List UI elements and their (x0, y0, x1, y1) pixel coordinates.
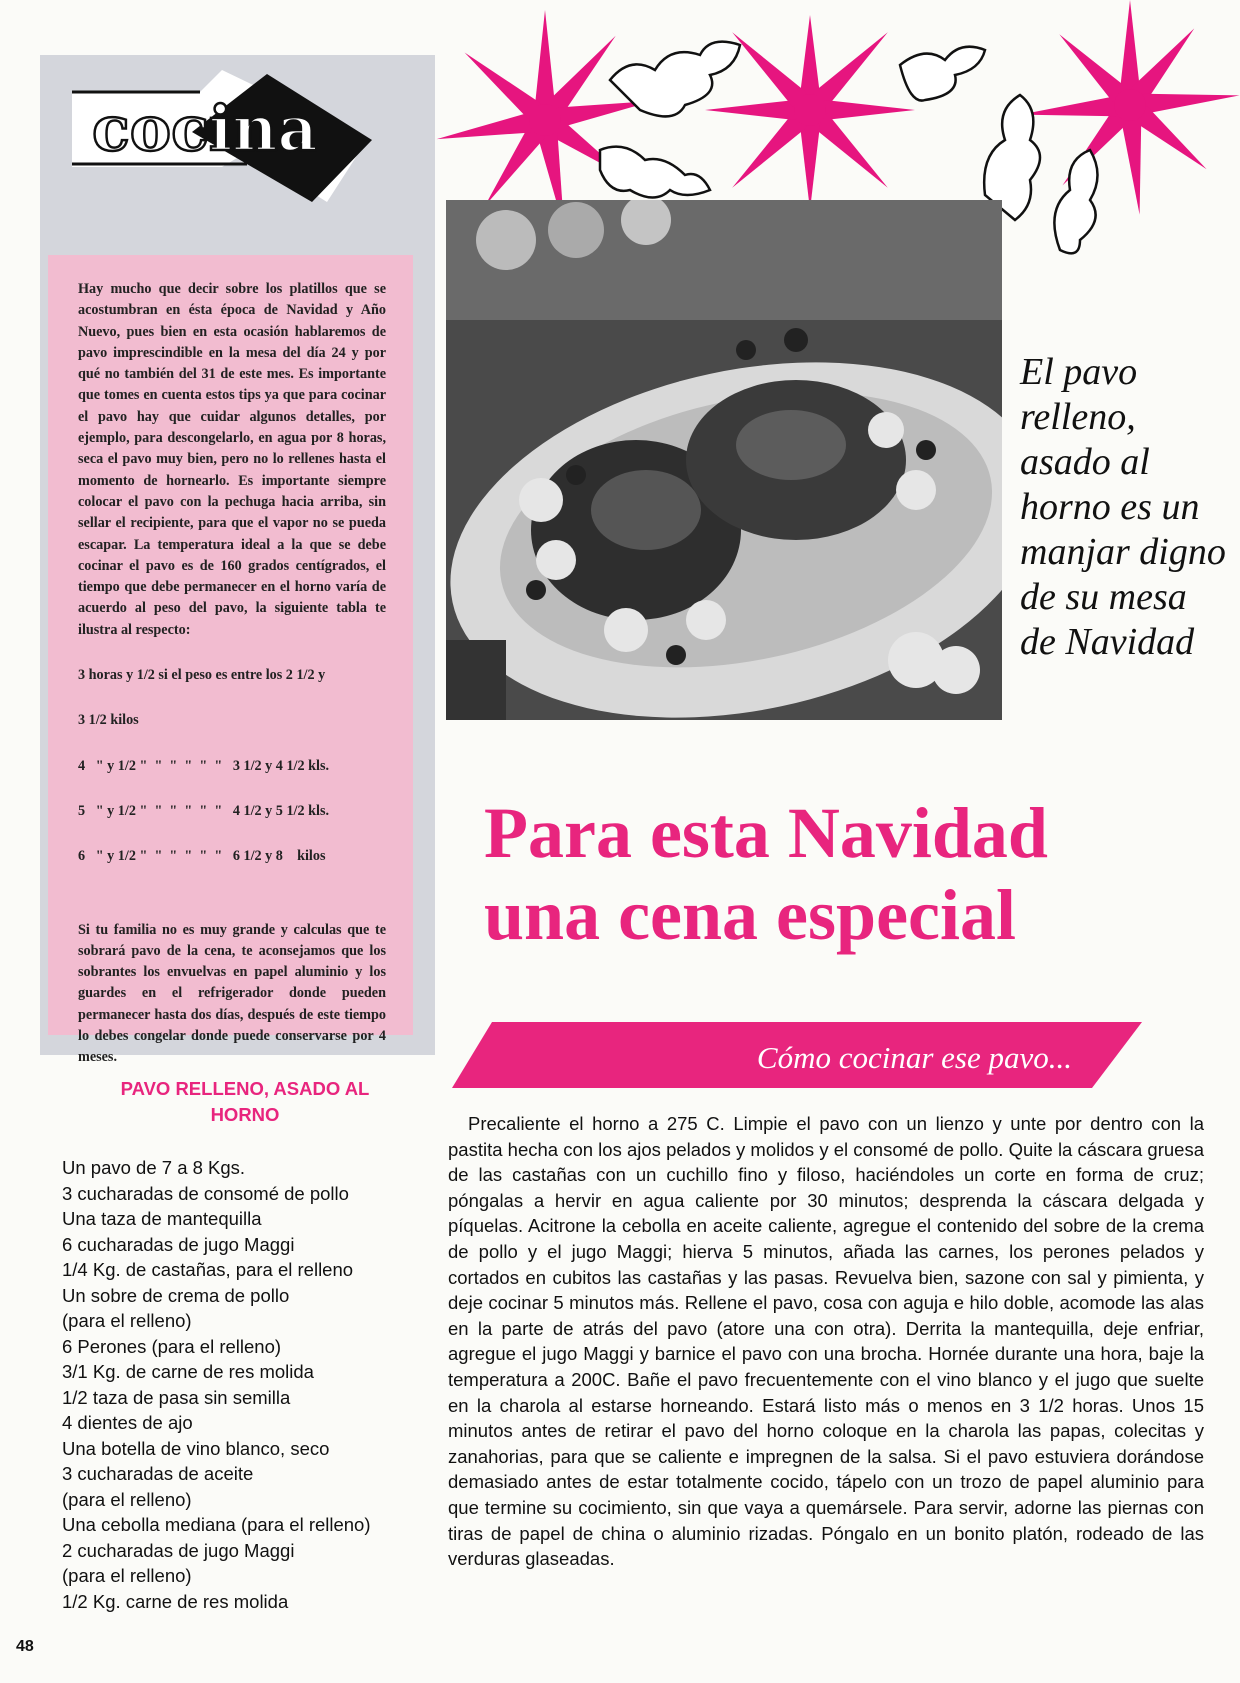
ingredient: Una cebolla mediana (para el relleno) (62, 1514, 371, 1535)
recipe-instructions: Precaliente el horno a 275 C. Limpie el pavo con un lienzo y unte por dentro con la pastita hecha con los ajos pelados y molidos y el consomé de pollo. Quite la cáscara gruesa de las castañas con un cuchillo fino y filoso, haciéndoles un corte en forma de cruz; póngalas a hervir en agua caliente por 30 minutos; desprenda la cáscara delgada y píquelas. Acitrone la cebolla en aceite caliente, agregue el contenido del sobre de la crema de pollo y el jugo Maggi; hierva 5 minutos, añada las carnes, los perones pelados y cortados en cubitos las castañas y las pasas. Revuelva bien, sazone con sal y pimienta, y deje cocinar 5 minutos más. Rellene el pavo, cosa con aguja e hilo doble, acomode las alas en la parte de atrás del pavo (atore una con otra). Derrita la mantequilla, deje enfriar, agregue el jugo Maggi y barnice el pavo con una brocha. Hornée durante una hora, baje la temperatura a 200C. Bañe el pavo frecuentemente con el vino blanco y el jugo que suelte en la charola al estarse horneando. Estará listo más o menos en 3 1/2 horas. Unos 15 minutos antes de retirar el pavo del horno coloque en la charola las papas, colecitas y zanahorias, para que se caliente e impregnen de la salsa. Si el pavo estuviera dorándose demasiado antes de estar totalmente cocido, tápelo con un trozo de papel aluminio para que termine su cocimiento, sin que vaya a quemársele. Para servir, adorne las piernas con tiras de papel de china o aluminio rizadas. Póngalo en un bonito platón, rodeado de las verduras glaseadas. (448, 1113, 1204, 1570)
ingredient: (para el relleno) (62, 1310, 192, 1331)
ghost-text (1075, 120, 1225, 260)
table-line: 3 horas y 1/2 si el peso es entre los 2 1/2 y (78, 667, 326, 684)
turkey-photo (446, 200, 1002, 720)
ingredient: 3 cucharadas de consomé de pollo (62, 1182, 349, 1204)
ingredient: Una botella de vino blanco, seco (62, 1437, 330, 1459)
ingredient: 4 dientes de ajo (62, 1412, 193, 1433)
page-number: 48 (16, 1638, 34, 1655)
ingredient: Un pavo de 7 a 8 Kgs. (62, 1157, 246, 1178)
ingredient: 2 cucharadas de jugo Maggi (62, 1539, 295, 1561)
section-label: cocina (92, 92, 318, 165)
table-line: 4 " y 1/2 " " " " " " 3 1/2 y 4 1/2 kls. (78, 757, 330, 774)
recipe-title (70, 1076, 420, 1128)
ingredient: 6 Perones (para el relleno) (62, 1335, 282, 1357)
ingredient: 6 cucharadas de jugo Maggi (62, 1233, 295, 1255)
ingredient: 3/1 Kg. de carne de res molida (62, 1361, 314, 1382)
cooking-time-table (78, 665, 386, 867)
subtitle: Cómo cocinar ese pavo... (756, 1040, 1072, 1075)
ingredient: Un sobre de crema de pollo (62, 1284, 290, 1306)
ingredient: 1/4 Kg. de castañas, para el relleno (62, 1259, 354, 1280)
ingredient: 1/2 Kg. carne de res molida (62, 1590, 289, 1612)
main-title-line: Para esta Navidad (484, 793, 1048, 873)
main-title-line: una cena especial (484, 875, 1016, 955)
subtitle-banner (452, 1022, 1142, 1088)
ingredients-list (62, 1155, 432, 1614)
tips-paragraph: Si tu familia no es muy grande y calculas que te sobrará pavo de la cena, te aconsejamos que los sobrantes los envuelvas en papel aluminio y los guardes en el refrigerador donde pueden permanecer hasta dos días, después de este tiempo lo debes congelar donde puede conservarse por 4 meses. (78, 921, 386, 1066)
ingredient: (para el relleno) (62, 1565, 192, 1586)
recipe-title-line: PAVO RELLENO, ASADO AL (120, 1078, 370, 1099)
ingredient: (para el relleno) (62, 1488, 192, 1510)
table-line: 6 " y 1/2 " " " " " " 6 1/2 y 8 kilos (78, 848, 326, 865)
ingredient: 3 cucharadas de aceite (62, 1463, 254, 1484)
ingredient: Una taza de mantequilla (62, 1208, 262, 1229)
section-logo (72, 62, 372, 202)
main-title (484, 792, 1204, 956)
recipe-title-line: HORNO (210, 1104, 280, 1125)
tips-box (48, 255, 413, 1066)
photo-caption: El pavo relleno, asado al horno es un manjar digno de su mesa de Navidad (1020, 351, 1226, 663)
ingredient: 1/2 taza de pasa sin semilla (62, 1386, 291, 1408)
table-line: 5 " y 1/2 " " " " " " 4 1/2 y 5 1/2 kls. (78, 802, 330, 819)
table-line: 3 1/2 kilos (78, 712, 139, 729)
tips-paragraph: Hay mucho que decir sobre los platillos que se acostumbran en ésta época de Navidad y Año Nuevo, pues bien en esta ocasión hablaremos de pavo imprescindible en la mesa del día 24 y por qué no también del 31 de este mes. Es importante que tomes en cuenta estos tips ya que para cocinar el pavo hay que cuidar algunos detalles, por ejemplo, para descongelarlo, en agua por 8 horas, seca el pavo muy bien, pero no lo rellenes hasta el momento de hornearlo. Es importante siempre colocar el pavo con la pechuga hacia arriba, sin sellar el recipiente, para que el vapor no se pueda escapar. La temperatura ideal a la que se debe cocinar el pavo es de 160 grados centígrados, el tiempo que debe permanecer en el horno varía de acuerdo al peso del pavo, la siguiente tabla te ilustra al respecto: (78, 281, 386, 638)
